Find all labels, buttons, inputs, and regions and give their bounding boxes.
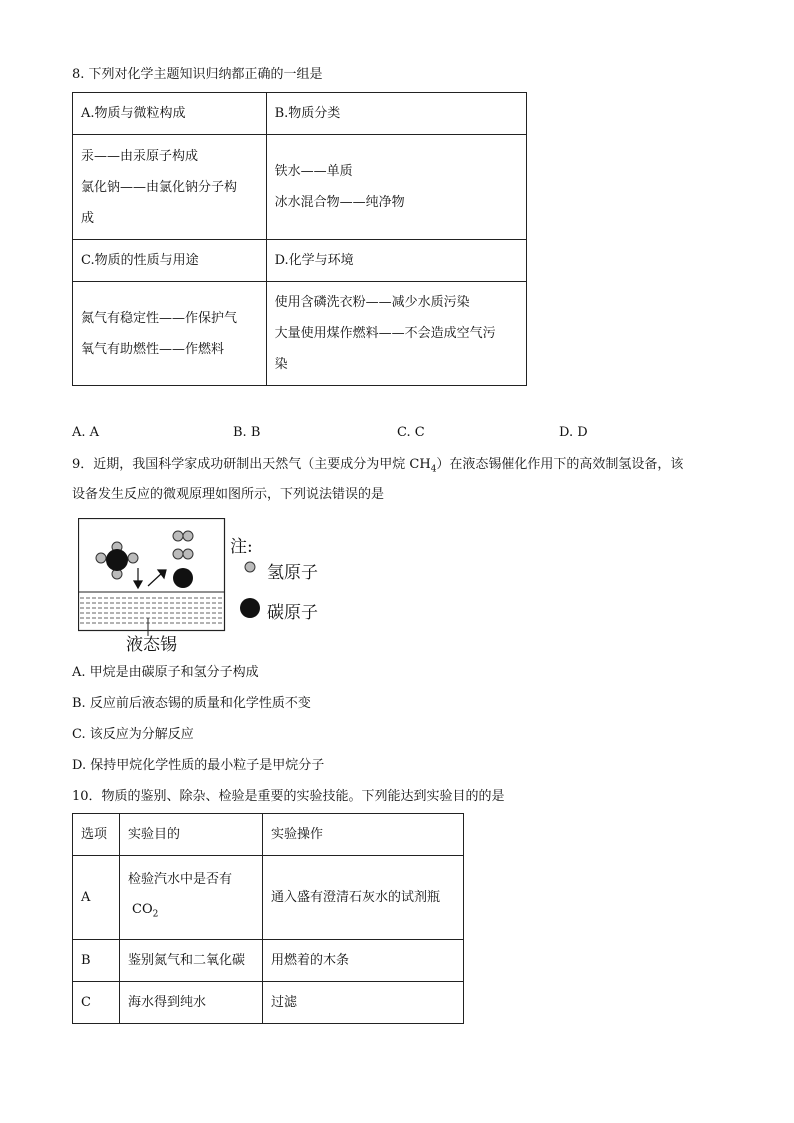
q8-d-line-1: 使用含磷洗衣粉——减少水质污染 <box>274 295 470 310</box>
q9-choice-b[interactable]: B. 反应前后液态锡的质量和化学性质不变 <box>72 696 311 711</box>
q10-row-c-option: C <box>73 982 120 1024</box>
q8-a-line-2: 氯化钠——由氯化钠分子构 <box>81 179 238 195</box>
q8-cell-a-head: A.物质与微粒构成 <box>73 93 267 135</box>
q10-table <box>72 813 464 1024</box>
q10-row-a-operation: 通入盛有澄清石灰水的试剂瓶 <box>263 856 464 940</box>
q10-row-a-option: A <box>73 856 120 940</box>
q8-a-line-1: 汞——由汞原子构成 <box>81 148 199 164</box>
q8-cell-a-body <box>73 135 267 240</box>
co2-subscript: 2 <box>152 909 159 920</box>
liquid-tin-label: 液态锡 <box>126 635 177 655</box>
q9-stem-line-2: 设备发生反应的微观原理如图所示，下列说法错误的是 <box>72 487 385 502</box>
reaction-diagram <box>78 518 338 654</box>
q8-option-c[interactable]: C. C <box>397 425 425 440</box>
q9-choice-c[interactable]: C. 该反应为分解反应 <box>72 727 194 742</box>
hydrogen-atom <box>96 553 106 563</box>
q8-b-line-2: 冰水混合物——纯净物 <box>274 195 405 210</box>
q8-cell-d-head: D.化学与环境 <box>266 240 526 282</box>
legend-hydrogen-label: 氢原子 <box>267 563 318 583</box>
q8-stem: 8. 下列对化学主题知识归纳都正确的一组是 <box>72 67 323 82</box>
q8-d-line-3: 染 <box>274 357 288 372</box>
reaction-diagram-svg <box>78 518 338 650</box>
q10-row-c-operation: 过滤 <box>263 982 464 1024</box>
q10-header-option: 选项 <box>73 814 120 856</box>
q10-row-b-purpose: 鉴别氮气和二氧化碳 <box>120 940 263 982</box>
q8-cell-c-head: C.物质的性质与用途 <box>73 240 267 282</box>
q9-stem-post: ）在液态锡催化作用下的高效制氢设备，该 <box>436 457 684 472</box>
q9-stem-line-1 <box>72 456 683 479</box>
q8-c-line-1: 氮气有稳定性——作保护气 <box>81 310 238 326</box>
q8-c-line-2: 氧气有助燃性——作燃料 <box>81 341 225 357</box>
q8-option-b[interactable]: B. B <box>233 425 261 440</box>
q10-header-operation: 实验操作 <box>263 814 464 856</box>
q10-row-b-option: B <box>73 940 120 982</box>
q9-stem-sub: 4 <box>430 464 437 475</box>
q9-stem-pre: 9．近期，我国科学家成功研制出天然气（主要成分为甲烷 CH <box>72 457 431 472</box>
q10-row-b-operation: 用燃着的木条 <box>263 940 464 982</box>
reactor-box <box>79 519 225 631</box>
q10-row-a-purpose <box>120 856 263 940</box>
q8-option-d[interactable]: D. D <box>559 425 588 440</box>
q8-cell-b-body <box>266 135 526 240</box>
legend-carbon-label: 碳原子 <box>267 603 318 623</box>
q9-choice-d[interactable]: D. 保持甲烷化学性质的最小粒子是甲烷分子 <box>72 758 325 773</box>
q8-option-a[interactable]: A. A <box>72 425 100 440</box>
q8-cell-c-body <box>73 282 267 386</box>
q8-cell-d-body <box>266 282 526 386</box>
q8-cell-b-head: B.物质分类 <box>266 93 526 135</box>
q10-row-c-purpose: 海水得到纯水 <box>120 982 263 1024</box>
carbon-atom-product <box>173 568 193 588</box>
legend-carbon-icon <box>240 598 260 618</box>
q8-d-line-2: 大量使用煤作燃料——不会造成空气污 <box>274 326 496 341</box>
q10-header-purpose: 实验目的 <box>120 814 263 856</box>
legend-note: 注: <box>230 537 253 557</box>
carbon-atom <box>106 549 128 571</box>
q8-b-line-1: 铁水——单质 <box>274 164 353 179</box>
q10-row-a-purpose-line-1: 检验汽水中是否有 <box>128 872 233 888</box>
legend-hydrogen-icon <box>245 562 255 572</box>
q8-table <box>72 92 527 386</box>
co2-formula: CO <box>132 902 153 918</box>
q10-row-a-purpose-line-2 <box>128 895 254 930</box>
q8-a-line-3: 成 <box>81 210 95 226</box>
hydrogen-atom <box>128 553 138 563</box>
q10-stem: 10．物质的鉴别、除杂、检验是重要的实验技能。下列能达到实验目的的是 <box>72 789 505 804</box>
q9-choice-a[interactable]: A. 甲烷是由碳原子和氢分子构成 <box>72 665 259 680</box>
